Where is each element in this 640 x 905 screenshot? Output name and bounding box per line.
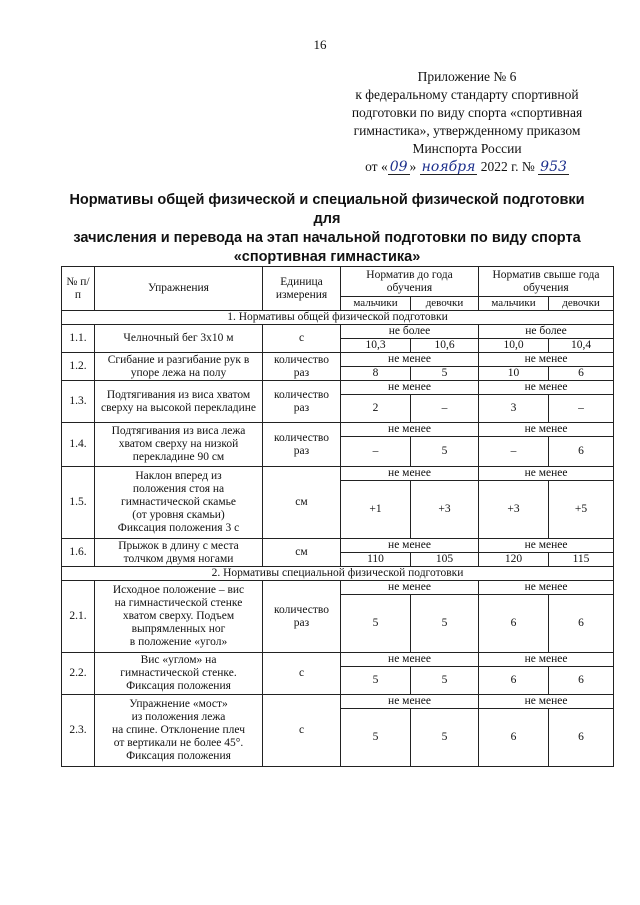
exercise-name: Подтягивания из виса хватом сверху на высокой перекладине bbox=[95, 381, 263, 423]
condition: не менее bbox=[341, 581, 479, 595]
unit: см bbox=[263, 467, 341, 539]
condition: не менее bbox=[341, 539, 479, 553]
exercise-name-line: Наклон вперед из bbox=[135, 470, 222, 482]
value-cell: 5 bbox=[341, 595, 411, 653]
exercise-name-line: гимнастической скамье bbox=[121, 496, 236, 508]
section-heading: 2. Нормативы специальной физической подготовки bbox=[62, 567, 614, 581]
condition: не менее bbox=[479, 539, 614, 553]
condition: не менее bbox=[341, 467, 479, 481]
value-cell: 6 bbox=[479, 709, 549, 767]
date-month-field bbox=[420, 160, 478, 175]
value-cell: 2 bbox=[341, 395, 411, 423]
condition: не менее bbox=[479, 423, 614, 437]
header-exercise: Упражнения bbox=[95, 267, 263, 311]
value-cell: 10,4 bbox=[549, 339, 614, 353]
exercise-name-line: Исходное положение – вис bbox=[112, 584, 245, 596]
condition: не менее bbox=[341, 423, 479, 437]
header-norm-year1: Норматив до года обучения bbox=[341, 267, 479, 297]
unit: количество раз bbox=[263, 381, 341, 423]
value-cell: 6 bbox=[549, 367, 614, 381]
row-number: 2.2. bbox=[62, 653, 95, 695]
exercise-name-line: положения стоя на bbox=[132, 483, 225, 495]
condition: не более bbox=[341, 325, 479, 339]
date-year: 2022 г. № bbox=[480, 159, 535, 174]
value-cell: 105 bbox=[411, 553, 479, 567]
condition: не менее bbox=[341, 381, 479, 395]
row-number: 1.4. bbox=[62, 423, 95, 467]
value-cell: – bbox=[479, 437, 549, 467]
value-cell: 6 bbox=[549, 709, 614, 767]
value-cell: 5 bbox=[411, 437, 479, 467]
value-cell: 5 bbox=[411, 667, 479, 695]
appendix-block bbox=[316, 68, 618, 176]
exercise-name-line: хватом сверху. Подъем bbox=[122, 610, 235, 622]
section-heading: 1. Нормативы общей физической подготовки bbox=[62, 311, 614, 325]
title-line: Нормативы общей физической и специальной физической подготовки для bbox=[69, 192, 585, 227]
exercise-name-line: на гимнастической стенке bbox=[114, 597, 243, 609]
exercise-name-line: из положения лежа bbox=[131, 711, 226, 723]
row-number: 1.3. bbox=[62, 381, 95, 423]
row-number: 1.5. bbox=[62, 467, 95, 539]
date-day-field bbox=[388, 160, 410, 175]
value-cell: 10,0 bbox=[479, 339, 549, 353]
value-cell: 110 bbox=[341, 553, 411, 567]
value-cell: 120 bbox=[479, 553, 549, 567]
value-cell: 5 bbox=[341, 667, 411, 695]
value-cell: 115 bbox=[549, 553, 614, 567]
norms-table bbox=[61, 266, 614, 767]
condition: не менее bbox=[479, 381, 614, 395]
appendix-line: гимнастика», утвержденному приказом bbox=[353, 123, 581, 138]
exercise-name bbox=[95, 695, 263, 767]
exercise-name-line: от вертикали не более 45°. bbox=[113, 737, 244, 749]
header-boys: мальчики bbox=[479, 297, 549, 311]
exercise-name: Прыжок в длину с места толчком двумя ногами bbox=[95, 539, 263, 567]
value-cell: +3 bbox=[411, 481, 479, 539]
exercise-name bbox=[95, 581, 263, 653]
exercise-name-line: Фиксация положения 3 с bbox=[117, 522, 240, 534]
header-boys: мальчики bbox=[341, 297, 411, 311]
exercise-name-line: Фиксация положения bbox=[126, 680, 231, 692]
value-cell: 3 bbox=[479, 395, 549, 423]
condition: не менее bbox=[479, 695, 614, 709]
condition: не менее bbox=[341, 653, 479, 667]
header-unit: Единица измерения bbox=[263, 267, 341, 311]
value-cell: – bbox=[549, 395, 614, 423]
date-month-handwritten: ноября bbox=[421, 159, 476, 175]
unit: с bbox=[263, 653, 341, 695]
exercise-name: Подтягивания из виса лежа хватом сверху на низкой перекладине 90 см bbox=[95, 423, 263, 467]
header-num: № п/п bbox=[62, 267, 95, 311]
header-girls: девочки bbox=[411, 297, 479, 311]
condition: не менее bbox=[341, 353, 479, 367]
condition: не более bbox=[479, 325, 614, 339]
condition: не менее bbox=[479, 467, 614, 481]
value-cell: 10 bbox=[479, 367, 549, 381]
title-line: зачисления и перевода на этап начальной подготовки по виду спорта bbox=[73, 230, 581, 246]
date-day-handwritten: 09 bbox=[389, 159, 408, 175]
value-cell: 6 bbox=[479, 595, 549, 653]
value-cell: 5 bbox=[411, 595, 479, 653]
value-cell: 6 bbox=[549, 595, 614, 653]
value-cell: 6 bbox=[549, 667, 614, 695]
order-date-line bbox=[316, 158, 618, 176]
order-number-handwritten: 953 bbox=[540, 159, 567, 175]
appendix-title: Приложение № 6 bbox=[417, 69, 517, 84]
exercise-name: Сгибание и разгибание рук в упоре лежа на полу bbox=[95, 353, 263, 381]
row-number: 1.6. bbox=[62, 539, 95, 567]
value-cell: 10,6 bbox=[411, 339, 479, 353]
exercise-name-line: в положение «угол» bbox=[129, 636, 228, 648]
row-number: 2.1. bbox=[62, 581, 95, 653]
value-cell: 8 bbox=[341, 367, 411, 381]
row-number: 2.3. bbox=[62, 695, 95, 767]
page-number: 16 bbox=[313, 37, 327, 52]
exercise-name-line: Фиксация положения bbox=[126, 750, 231, 762]
exercise-name-line: гимнастической стенке. bbox=[120, 667, 237, 679]
value-cell: 10,3 bbox=[341, 339, 411, 353]
unit: количество раз bbox=[263, 353, 341, 381]
title-line: «спортивная гимнастика» bbox=[233, 249, 421, 265]
exercise-name bbox=[95, 653, 263, 695]
order-number-field bbox=[538, 160, 569, 175]
header-girls: девочки bbox=[549, 297, 614, 311]
unit: с bbox=[263, 695, 341, 767]
exercise-name-line: на спине. Отклонение плеч bbox=[111, 724, 245, 736]
value-cell: 6 bbox=[549, 437, 614, 467]
exercise-name: Челночный бег 3x10 м bbox=[95, 325, 263, 353]
condition: не менее bbox=[479, 581, 614, 595]
value-cell: 5 bbox=[411, 709, 479, 767]
appendix-line: Минспорта России bbox=[412, 141, 522, 156]
value-cell: – bbox=[411, 395, 479, 423]
value-cell: 6 bbox=[479, 667, 549, 695]
document-title bbox=[62, 191, 592, 267]
exercise-name-line: Упражнение «мост» bbox=[129, 698, 228, 710]
unit: количество раз bbox=[263, 423, 341, 467]
condition: не менее bbox=[479, 353, 614, 367]
row-number: 1.1. bbox=[62, 325, 95, 353]
value-cell: +1 bbox=[341, 481, 411, 539]
appendix-line: подготовки по виду спорта «спортивная bbox=[351, 105, 583, 120]
value-cell: 5 bbox=[341, 709, 411, 767]
date-sep: » bbox=[409, 159, 417, 174]
condition: не менее bbox=[341, 695, 479, 709]
exercise-name-line: выпрямленных ног bbox=[131, 623, 226, 635]
unit: с bbox=[263, 325, 341, 353]
exercise-name bbox=[95, 467, 263, 539]
appendix-line: к федеральному стандарту спортивной bbox=[355, 87, 579, 102]
header-norm-year-plus: Норматив свыше года обучения bbox=[479, 267, 614, 297]
date-prefix: от « bbox=[365, 159, 388, 174]
unit: см bbox=[263, 539, 341, 567]
exercise-name-line: (от уровня скамьи) bbox=[132, 509, 225, 521]
exercise-name-line: Вис «углом» на bbox=[140, 654, 217, 666]
unit: количество раз bbox=[263, 581, 341, 653]
value-cell: 5 bbox=[411, 367, 479, 381]
row-number: 1.2. bbox=[62, 353, 95, 381]
condition: не менее bbox=[479, 653, 614, 667]
value-cell: +3 bbox=[479, 481, 549, 539]
value-cell: – bbox=[341, 437, 411, 467]
value-cell: +5 bbox=[549, 481, 614, 539]
